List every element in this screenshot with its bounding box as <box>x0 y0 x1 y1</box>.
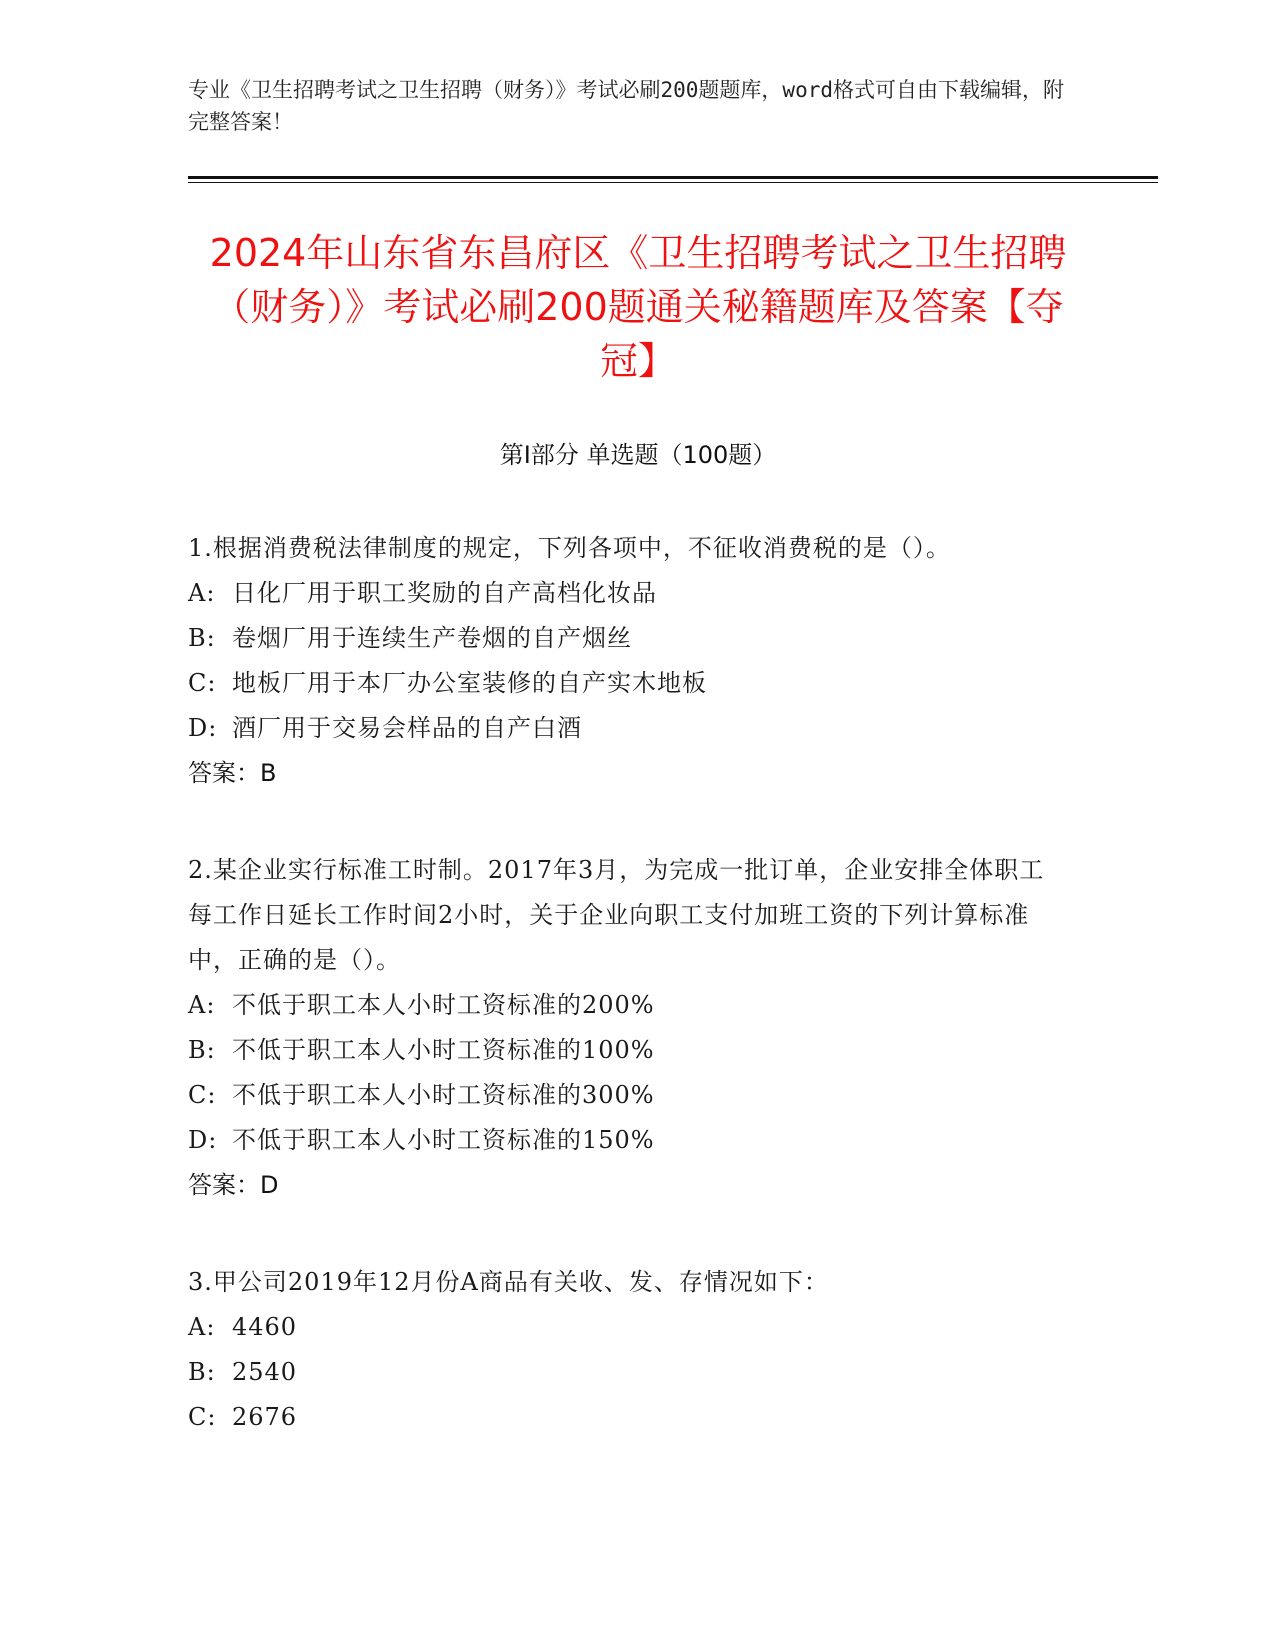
option-a <box>188 1305 1068 1350</box>
option-c <box>188 661 1068 706</box>
option-letter: A: <box>188 579 216 607</box>
option-letter: B: <box>188 624 216 652</box>
option-letter: B: <box>188 1036 216 1064</box>
option-a <box>188 571 1068 616</box>
question-stem: 3.甲公司2019年12月份A商品有关收、发、存情况如下： <box>188 1268 829 1296</box>
question-list <box>188 526 1068 1492</box>
option-letter: C: <box>188 669 217 697</box>
option-text: 2540 <box>232 1358 298 1386</box>
header-note: 专业《卫生招聘考试之卫生招聘（财务）》考试必刷200题题库，word格式可自由下载编辑，附完整答案！ <box>188 78 1064 134</box>
header-divider-thin <box>188 182 1158 183</box>
option-text: 不低于职工本人小时工资标准的300% <box>232 1081 655 1109</box>
option-c <box>188 1073 1068 1118</box>
option-text: 地板厂用于本厂办公室装修的自产实木地板 <box>232 669 707 697</box>
option-letter: D: <box>188 714 218 742</box>
option-text: 卷烟厂用于连续生产卷烟的自产烟丝 <box>232 624 632 652</box>
section-title: 第I部分 单选题（100题） <box>499 441 777 469</box>
question-1 <box>188 526 1068 796</box>
option-letter: A: <box>188 1313 216 1341</box>
option-text: 酒厂用于交易会样品的自产白酒 <box>232 714 582 742</box>
option-letter: C: <box>188 1403 217 1431</box>
option-text: 2676 <box>232 1403 298 1431</box>
option-text: 不低于职工本人小时工资标准的100% <box>232 1036 655 1064</box>
document-title: 2024年山东省东昌府区《卫生招聘考试之卫生招聘（财务）》考试必刷200题通关秘籍题库及答案【夺冠】 <box>209 231 1067 383</box>
answer: 答案：D <box>188 1171 279 1199</box>
option-a <box>188 983 1068 1028</box>
option-letter: D: <box>188 1126 218 1154</box>
question-stem: 2.某企业实行标准工时制。2017年3月，为完成一批订单，企业安排全体职工每工作日延长工作时间2小时，关于企业向职工支付加班工资的下列计算标准中，正确的是（）。 <box>188 856 1045 974</box>
header-divider-thick <box>188 176 1158 179</box>
answer: 答案：B <box>188 759 277 787</box>
option-text: 不低于职工本人小时工资标准的150% <box>232 1126 655 1154</box>
option-text: 日化厂用于职工奖励的自产高档化妆品 <box>232 579 657 607</box>
question-2 <box>188 848 1068 1208</box>
option-letter: B: <box>188 1358 216 1386</box>
option-b <box>188 616 1068 661</box>
option-d <box>188 706 1068 751</box>
option-letter: C: <box>188 1081 217 1109</box>
option-letter: A: <box>188 991 216 1019</box>
option-text: 不低于职工本人小时工资标准的200% <box>232 991 655 1019</box>
option-c <box>188 1395 1068 1440</box>
question-3 <box>188 1260 1068 1440</box>
option-b <box>188 1350 1068 1395</box>
option-d <box>188 1118 1068 1163</box>
option-text: 4460 <box>232 1313 298 1341</box>
option-b <box>188 1028 1068 1073</box>
question-stem: 1.根据消费税法律制度的规定，下列各项中，不征收消费税的是（）。 <box>188 534 951 562</box>
